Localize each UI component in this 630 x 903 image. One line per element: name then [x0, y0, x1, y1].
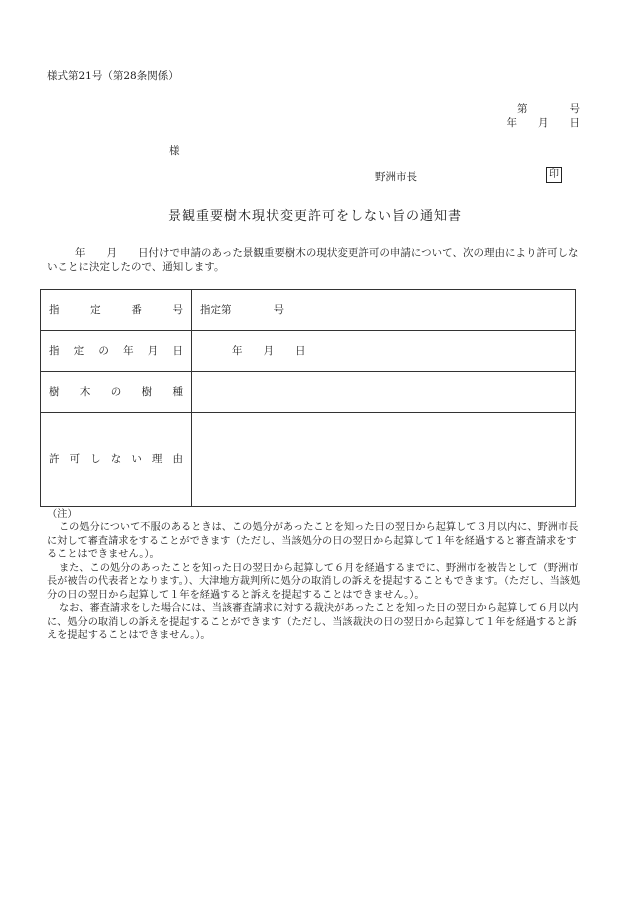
label-char: 木: [79, 385, 91, 398]
label-char: 日: [172, 344, 183, 357]
label-char: 月: [147, 344, 159, 357]
label-char: な: [110, 453, 122, 466]
issue-date-line: 年 月 日: [506, 117, 580, 129]
label-char: 種: [172, 385, 183, 398]
table-row: [41, 413, 576, 507]
label-char: 樹: [141, 385, 153, 398]
label-char: 定: [73, 344, 85, 357]
document-title: 景観重要樹木現状変更許可をしない旨の通知書: [167, 209, 462, 224]
seal-stamp: 印: [546, 167, 562, 183]
label-char: の: [110, 385, 122, 398]
label-char: 許: [49, 453, 60, 466]
label-char: し: [90, 453, 101, 466]
label-designation-date: [41, 331, 192, 372]
label-char: い: [131, 453, 142, 466]
addressee-honorific: 様: [169, 145, 180, 157]
label-char: 理: [151, 453, 163, 466]
form-number: 様式第21号（第28条関係）: [47, 70, 179, 82]
notes-heading: （注）: [47, 509, 78, 520]
sender-mayor: 野洲市長: [375, 171, 417, 183]
label-char: 指: [49, 344, 60, 357]
label-char: の: [98, 344, 109, 357]
label-char: 可: [69, 453, 81, 466]
label-designation-number: [41, 290, 192, 331]
label-char: 年: [123, 344, 134, 357]
label-char: 番: [131, 303, 142, 316]
label-char: 号: [172, 303, 183, 316]
intro-paragraph: 年 月 日付けで申請のあった景観重要樹木の現状変更許可の申請について、次の理由により許可しないことに決定したので、通知します。: [47, 247, 579, 273]
label-tree-species: [41, 372, 192, 413]
label-char: 樹: [49, 385, 60, 398]
value-refusal-reason: [192, 413, 576, 507]
table-row: [41, 290, 576, 331]
label-char: 指: [49, 303, 60, 316]
note-paragraph: なお、審査請求をした場合には、当該審査請求に対する裁決があったことを知った日の翌日から起算して６月以内に、処分の取消しの訴えを提起することができます（ただし、当該裁決の日の翌日から起算して１年を経過すると訴えを提起することはできません。）。: [47, 603, 579, 642]
label-chars: [49, 452, 183, 466]
notes-section: [47, 508, 583, 643]
label-refusal-reason: [41, 413, 192, 507]
value-tree-species: [192, 372, 576, 413]
value-designation-date: 年 月 日: [192, 331, 576, 372]
notice-table: [40, 289, 576, 507]
label-chars: [49, 385, 183, 399]
value-designation-number: 指定第 号: [192, 290, 576, 331]
note-paragraph: この処分について不服のあるときは、この処分があったことを知った日の翌日から起算して３月以内に、野洲市長に対して審査請求をすることができます（ただし、当該処分の日の翌日から起算して１年を経過すると審査請求をすることはできません。）。: [47, 522, 579, 561]
note-paragraph: また、この処分のあったことを知った日の翌日から起算して６月を経過するまでに、野洲市を被告として（野洲市長が被告の代表者となります。）、大津地方裁判所に処分の取消しの訴えを提起することもできます。（ただし、当該処分の日の翌日から起算して１年を経過すると訴えを提起することはできません。）。: [47, 562, 581, 601]
label-chars: [49, 344, 183, 358]
label-chars: [49, 303, 183, 317]
reference-number-line: 第 号: [517, 103, 580, 115]
table-row: [41, 331, 576, 372]
label-char: 定: [90, 303, 101, 316]
label-char: 由: [172, 453, 183, 466]
table-row: [41, 372, 576, 413]
